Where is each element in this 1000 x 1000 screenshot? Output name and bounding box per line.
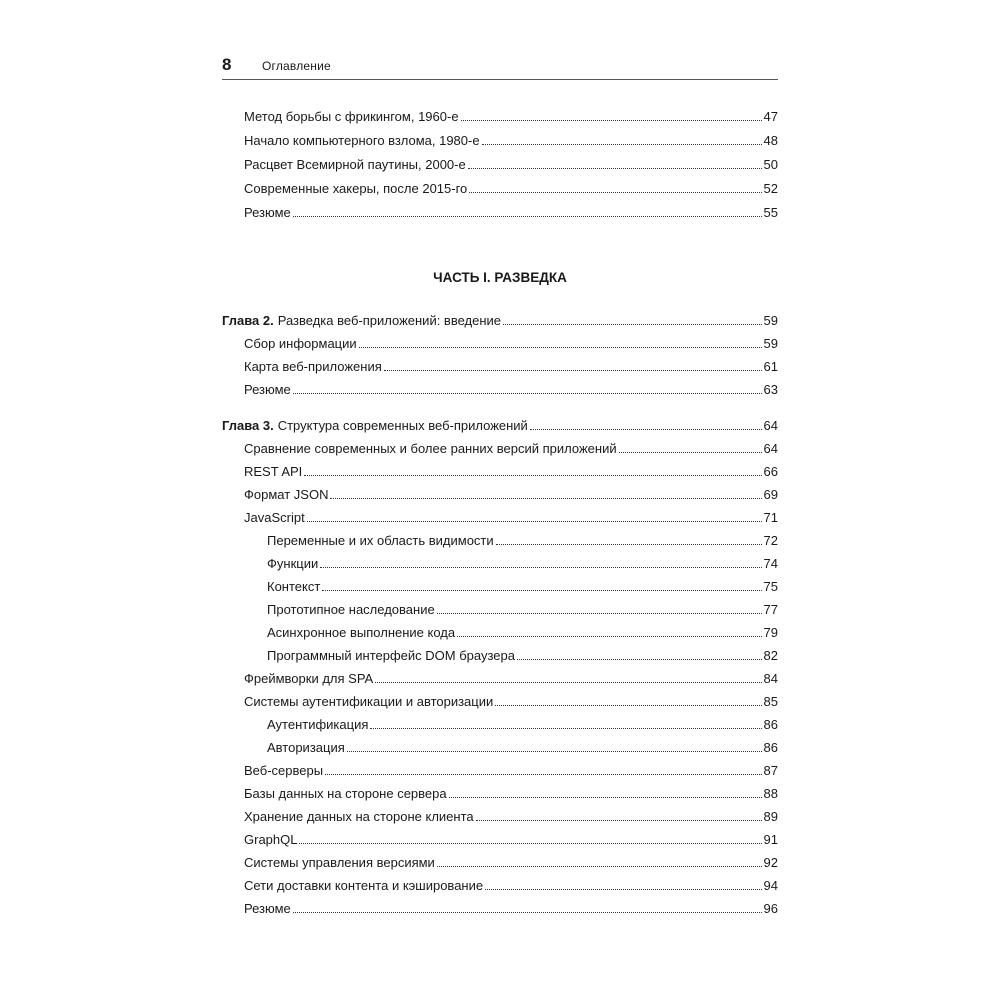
page-ref: 79	[763, 625, 778, 640]
toc-entry[interactable]: Хранение данных на стороне клиента 89	[244, 809, 778, 824]
toc-entry[interactable]: Карта веб-приложения 61	[244, 359, 778, 374]
page-ref: 71	[763, 510, 778, 525]
page-ref: 86	[763, 717, 778, 732]
toc-chapter-2[interactable]	[222, 309, 778, 329]
dot-leader	[322, 589, 761, 591]
page-ref: 96	[763, 901, 778, 916]
toc-entry[interactable]: Базы данных на стороне сервера 88	[244, 786, 778, 801]
toc-entry[interactable]: Сбор информации 59	[244, 336, 778, 351]
toc-subentry[interactable]: Контекст 75	[267, 579, 778, 594]
chapter-title: Разведка веб-приложений: введение	[277, 313, 502, 328]
page-ref: 59	[763, 336, 778, 351]
dot-leader	[495, 704, 761, 706]
page-ref: 74	[763, 556, 778, 571]
toc-subentry[interactable]: Прототипное наследование 77	[267, 602, 778, 617]
page-ref: 94	[763, 878, 778, 893]
page-ref: 66	[763, 464, 778, 479]
page-ref: 61	[763, 359, 778, 374]
toc-entry[interactable]: Расцвет Всемирной паутины, 2000-е 50	[244, 157, 778, 172]
dot-leader	[293, 392, 762, 394]
dot-leader	[347, 750, 762, 752]
toc-entry[interactable]: Системы аутентификации и авторизации 85	[244, 694, 778, 709]
dot-leader	[449, 796, 762, 798]
dot-leader	[370, 727, 761, 729]
dot-leader	[619, 451, 762, 453]
toc-entry[interactable]: GraphQL 91	[244, 832, 778, 847]
dot-leader	[293, 911, 762, 913]
dot-leader	[384, 369, 762, 371]
chapter-label: Глава 2.	[222, 313, 274, 328]
chapter-title: Структура современных веб-приложений	[277, 418, 528, 433]
dot-leader	[325, 773, 761, 775]
part-heading: ЧАСТЬ I. РАЗВЕДКА	[433, 270, 567, 285]
dot-leader	[530, 428, 762, 430]
toc-entry[interactable]: Сети доставки контента и кэширование 94	[244, 878, 778, 893]
page-ref: 69	[763, 487, 778, 502]
page-ref: 63	[763, 382, 778, 397]
page-ref: 75	[763, 579, 778, 594]
dot-leader	[517, 658, 762, 660]
page-ref: 82	[763, 648, 778, 663]
toc-entry[interactable]: Сравнение современных и более ранних версий приложений 64	[244, 441, 778, 456]
page-ref: 47	[763, 109, 778, 124]
toc-entry[interactable]: Формат JSON 69	[244, 487, 778, 502]
dot-leader	[359, 346, 762, 348]
toc-entry[interactable]: Резюме 63	[244, 382, 778, 397]
toc-subentry[interactable]: Аутентификация 86	[267, 717, 778, 732]
page-ref: 92	[763, 855, 778, 870]
page-ref: 86	[763, 740, 778, 755]
toc-entry[interactable]: Веб-серверы 87	[244, 763, 778, 778]
dot-leader	[437, 612, 762, 614]
dot-leader	[503, 323, 762, 325]
toc-entry[interactable]: Современные хакеры, после 2015-го 52	[244, 181, 778, 196]
toc-entry[interactable]: Начало компьютерного взлома, 1980-е 48	[244, 133, 778, 148]
page-ref: 72	[763, 533, 778, 548]
toc-entry[interactable]: Фреймворки для SPA 84	[244, 671, 778, 686]
dot-leader	[320, 566, 761, 568]
page-ref: 64	[763, 441, 778, 456]
toc-subentry[interactable]: Программный интерфейс DOM браузера 82	[267, 648, 778, 663]
page-ref: 50	[763, 157, 778, 172]
dot-leader	[375, 681, 761, 683]
toc-subentry[interactable]: Переменные и их область видимости 72	[267, 533, 778, 548]
page-ref: 88	[763, 786, 778, 801]
running-header	[222, 53, 778, 80]
dot-leader	[496, 543, 762, 545]
toc-subentry[interactable]: Асинхронное выполнение кода 79	[267, 625, 778, 640]
running-title: Оглавление	[262, 59, 331, 73]
page-ref: 87	[763, 763, 778, 778]
page-ref: 84	[763, 671, 778, 686]
page-ref: 91	[763, 832, 778, 847]
page-ref: 77	[763, 602, 778, 617]
toc-chapter-3[interactable]	[222, 414, 778, 434]
dot-leader	[304, 474, 761, 476]
dot-leader	[293, 215, 762, 217]
chapter-label: Глава 3.	[222, 418, 274, 433]
page-ref: 89	[763, 809, 778, 824]
toc-subentry[interactable]: Авторизация 86	[267, 740, 778, 755]
toc-entry[interactable]: Резюме 55	[244, 205, 778, 220]
dot-leader	[307, 520, 762, 522]
dot-leader	[437, 865, 762, 867]
dot-leader	[482, 143, 762, 145]
toc-entry[interactable]: Резюме 96	[244, 901, 778, 916]
toc-entry[interactable]: Метод борьбы с фрикингом, 1960-е 47	[244, 109, 778, 124]
dot-leader	[469, 191, 761, 193]
page-ref: 64	[763, 418, 778, 433]
page-ref: 52	[763, 181, 778, 196]
dot-leader	[299, 842, 761, 844]
dot-leader	[457, 635, 761, 637]
page-ref: 48	[763, 133, 778, 148]
toc-entry[interactable]: JavaScript 71	[244, 510, 778, 525]
dot-leader	[468, 167, 762, 169]
toc-entry[interactable]: Системы управления версиями 92	[244, 855, 778, 870]
page-ref: 55	[763, 205, 778, 220]
page-ref: 59	[763, 313, 778, 328]
dot-leader	[330, 497, 761, 499]
page-number: 8	[222, 55, 232, 74]
page-ref: 85	[763, 694, 778, 709]
dot-leader	[476, 819, 762, 821]
toc-entry[interactable]: REST API 66	[244, 464, 778, 479]
dot-leader	[461, 119, 762, 121]
dot-leader	[485, 888, 761, 890]
toc-subentry[interactable]: Функции 74	[267, 556, 778, 571]
